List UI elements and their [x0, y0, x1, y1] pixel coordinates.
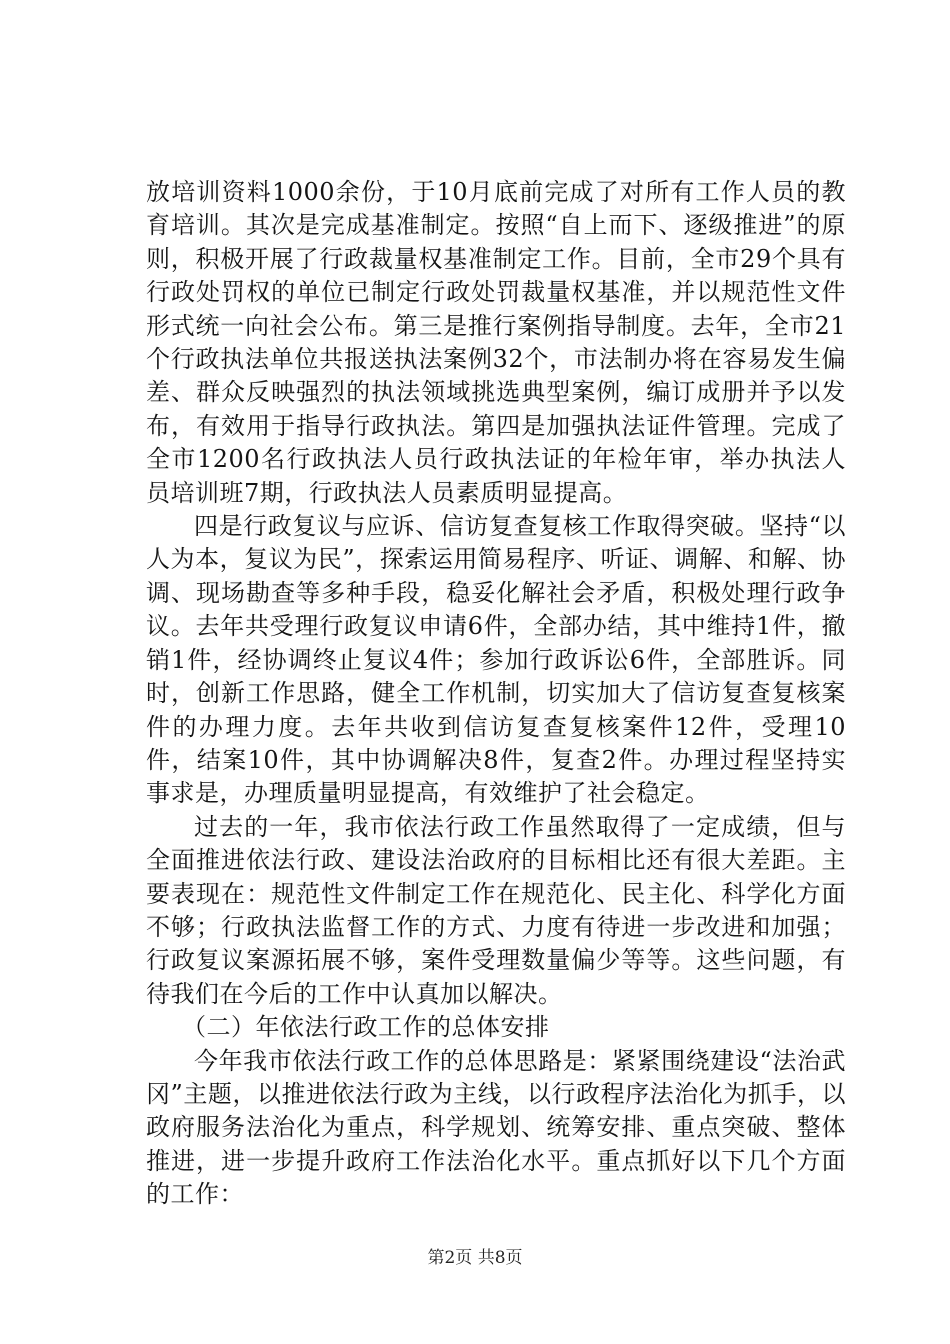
paragraph-training-continuation: 放培训资料1000余份，于10月底前完成了对所有工作人员的教育培训。其次是完成基准制定。按照“自上而下、逐级推进”的原则，积极开展了行政裁量权基准制定工作。目前，全市29个具有行政处罚权的单位已制定行政处罚裁量权基准，并以规范性文件形式统一向社会公布。第三是推行案例指导制度。去年，全市21个行政执法单位共报送执法案例32个，市法制办将在容易发生偏差、群众反映强烈的执法领域挑选典型案例，编订成册并予以发布，有效用于指导行政执法。第四是加强执法证件管理。完成了全市1200名行政执法人员行政执法证的年检年审，举办执法人员培训班7期，行政执法人员素质明显提高。 [146, 178, 846, 507]
document-body [146, 176, 846, 1212]
paragraph-overall-plan: 今年我市依法行政工作的总体思路是：紧紧围绕建设“法治武冈”主题，以推进依法行政为主线，以行政程序法治化为抓手，以政府服务法治化为重点，科学规划、统筹安排、重点突破、整体推进，进一步提升政府工作法治化水平。重点抓好以下几个方面的工作： [146, 1046, 846, 1209]
section-heading: （二）年依法行政工作的总体安排 [182, 1013, 550, 1042]
page-number-footer: 第2页 共8页 [427, 1248, 523, 1268]
paragraph-administrative-review: 四是行政复议与应诉、信访复查复核工作取得突破。坚持“以人为本，复议为民”，探索运用简易程序、听证、调解、和解、协调、现场勘查等多种手段，稳妥化解社会矛盾，积极处理行政争议。去年共受理行政复议申请6件，全部办结，其中维持1件，撤销1件，经协调终止复议4件；参加行政诉讼6件，全部胜诉。同时，创新工作思路，健全工作机制，切实加大了信访复查复核案件的办理力度。去年共收到信访复查复核案件12件，受理10件，结案10件，其中协调解决8件，复查2件。办理过程坚持实事求是，办理质量明显提高，有效维护了社会稳定。 [146, 512, 846, 808]
paragraph-shortcomings: 过去的一年，我市依法行政工作虽然取得了一定成绩，但与全面推进依法行政、建设法治政府的目标相比还有很大差距。主要表现在：规范性文件制定工作在规范化、民主化、科学化方面不够；行政执法监督工作的方式、力度有待进一步改进和加强；行政复议案源拓展不够，案件受理数量偏少等等。这些问题，有待我们在今后的工作中认真加以解决。 [146, 812, 846, 1008]
